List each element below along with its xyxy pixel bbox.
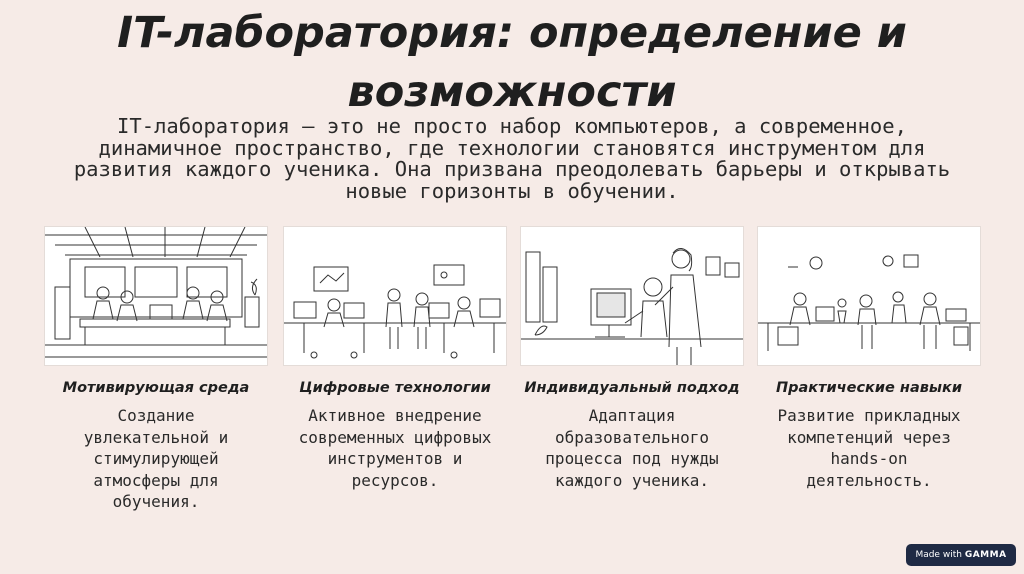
teacher-student-computer-illustration: [520, 226, 744, 366]
card-practical-skills: [757, 226, 981, 491]
card-description: Активное внедрение современных цифровых инструментов и ресурсов.: [298, 406, 492, 490]
card-description: Развитие прикладных компетенций через hands-on деятельность.: [777, 406, 961, 490]
practical-workshop-illustration: [757, 226, 981, 366]
card-motivating-environment: [44, 226, 268, 513]
card-description: Создание увлекательной и стимулирующей атмосферы для обучения.: [83, 406, 229, 511]
card-title: Цифровые технологии: [299, 380, 491, 396]
motivating-classroom-illustration: [44, 226, 268, 366]
card-title: Мотивирующая среда: [62, 380, 250, 396]
card-title: Индивидуальный подход: [524, 380, 740, 396]
made-with-badge[interactable]: [906, 544, 1016, 566]
page-title: IT-лаборатория: определение и возможности: [117, 8, 907, 117]
card-digital-technologies: [283, 226, 507, 491]
card-description: Адаптация образовательного процесса под нужды каждого ученика.: [545, 406, 719, 490]
badge-prefix: Made with: [915, 550, 962, 560]
gamma-logo: GAMMA: [964, 550, 1007, 560]
card-individual-approach: [520, 226, 744, 491]
digital-technology-lab-illustration: [283, 226, 507, 366]
card-title: Практические навыки: [775, 380, 963, 396]
intro-paragraph: IT-лаборатория — это не просто набор компьютеров, а современное, динамичное пространство, где технологии становятся инструментом для развития каждого ученика. Она призвана преодолевать барьеры и открывать новые горизонты в обучении.: [73, 114, 951, 203]
